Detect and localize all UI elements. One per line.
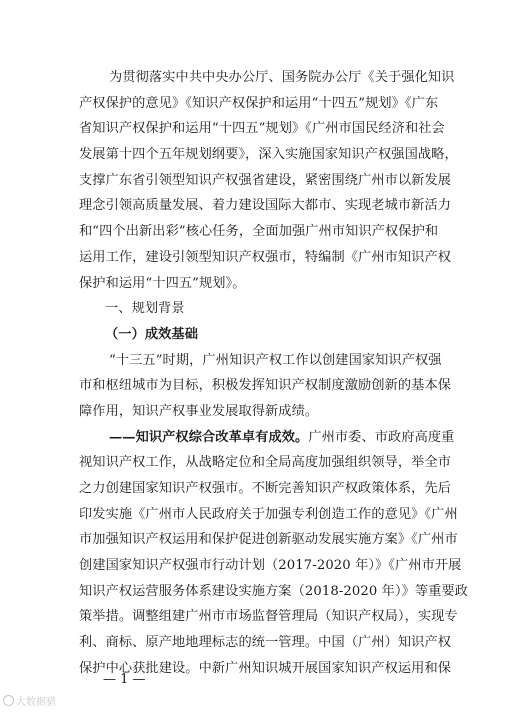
- background-paragraph: [79, 348, 455, 425]
- reform-paragraph: [79, 425, 469, 682]
- page-number: — 1 —: [103, 672, 146, 687]
- text-line: 印发实施《广州市人民政府关于加强专利创造工作的意见》《广州: [79, 506, 458, 522]
- text-line: 障作用，知识产权事业发展取得新成绩。: [79, 403, 319, 419]
- watermark-logo-icon: [3, 695, 14, 706]
- text-line: 为贯彻落实中共中央办公厅、国务院办公厅《关于强化知识: [109, 70, 455, 85]
- text-line: 创建国家知识产权强市行动计划（2017-2020 年）》《广州市开展: [79, 558, 462, 574]
- text-line: 产权保护的意见》《知识产权保护和运用“十四五”规划》《广东: [79, 95, 439, 111]
- text-line: 利、商标、原产地地理标志的统一管理。中国（广州）知识产权: [79, 635, 452, 651]
- text-line: 运用工作，建设引领型知识产权强市，特编制《广州市知识产权: [79, 249, 452, 265]
- watermark: [3, 693, 56, 708]
- section-heading: 一、规划背景: [105, 301, 185, 317]
- intro-paragraph: [79, 65, 458, 296]
- text-line: “十三五”时期，广州知识产权工作以创建国家知识产权强: [109, 352, 442, 368]
- paragraph-lead: ——知识产权综合改革卓有成效。: [109, 429, 309, 445]
- document-body: [79, 65, 469, 682]
- text-line: 和“四个出新出彩”核心任务，全面加强广州市知识产权保护和: [79, 224, 439, 240]
- text-line: 保护和运用“十四五”规划》。: [79, 275, 246, 291]
- text-line: 发展第十四个五年规划纲要》，深入实施国家知识产权强国战略，: [79, 147, 458, 163]
- text-line: 之力创建国家知识产权强市。不断完善知识产权政策体系，先后: [79, 481, 452, 496]
- text-line: 市和枢纽城市为目标，积极发挥知识产权制度激励创新的基本保: [79, 378, 452, 394]
- text-line: 策举措。调整组建广州市市场监督管理局（知识产权局），实现专: [79, 609, 458, 625]
- text-line: 市加强知识产权运用和保护促进创新驱动发展实施方案》《广州市: [79, 532, 458, 548]
- text-line: 理念引领高质量发展、着力建设国际大都市、实现老城市新活力: [79, 198, 452, 214]
- text-line: 知识产权运营服务体系建设实施方案（2018-2020 年）》等重要政: [79, 583, 469, 599]
- text-line: [79, 425, 455, 451]
- text-line: 省知识产权保护和运用“十四五”规划》《广州市国民经济和社会: [79, 121, 445, 137]
- subsection-heading: （一）成效基础: [105, 326, 199, 342]
- text-line: 支撑广东省引领型知识产权强省建设，紧密围绕广州市以新发展: [79, 172, 452, 188]
- text-line: 保护中心获批建设。中新广州知识城开展国家知识产权运用和保: [79, 660, 452, 676]
- paragraph-lead-rest: 广州市委、市政府高度重: [308, 429, 455, 445]
- watermark-text: 大数据猎: [16, 697, 56, 708]
- text-line: 视知识产权工作，从战略定位和全局高度加强组织领导，举全市: [79, 455, 452, 471]
